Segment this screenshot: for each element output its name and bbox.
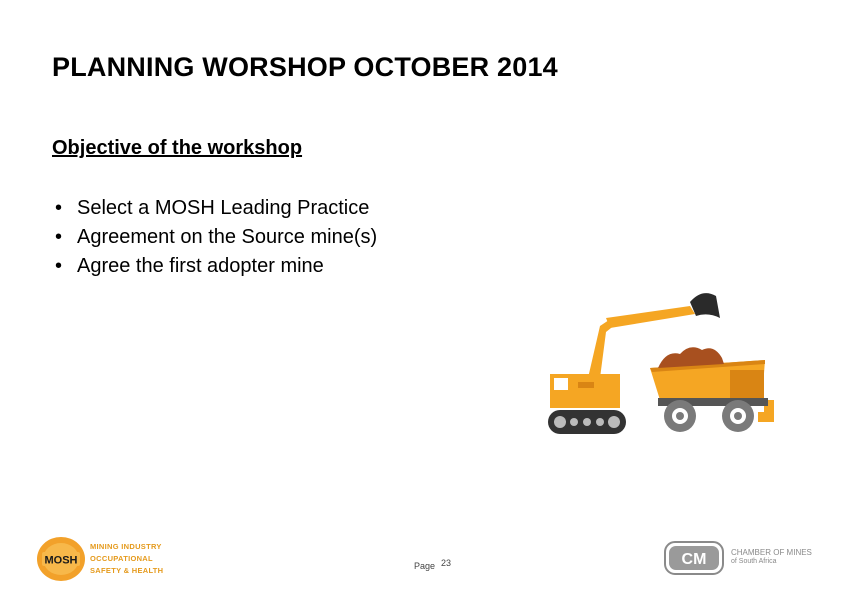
slide-title: PLANNING WORSHOP OCTOBER 2014 bbox=[52, 52, 558, 82]
slide-subtitle: Objective of the workshop bbox=[52, 137, 303, 159]
bullet-dot: • bbox=[55, 197, 63, 219]
mosh-logo bbox=[36, 536, 86, 582]
bullet-text: Agree the first adopter mine bbox=[77, 255, 324, 277]
mosh-wordmark bbox=[90, 541, 163, 577]
page-label: Page bbox=[414, 561, 436, 571]
page-indicator bbox=[414, 558, 452, 571]
bullet-list bbox=[52, 194, 377, 281]
bullet-item bbox=[52, 252, 377, 281]
excavator-arm bbox=[606, 306, 695, 328]
chamber-name: CHAMBER OF MINES bbox=[731, 548, 812, 557]
excavator-bucket bbox=[690, 293, 720, 318]
chamber-country: of South Africa bbox=[731, 558, 777, 565]
mosh-line: MINING INDUSTRY bbox=[90, 542, 162, 551]
chamber-wordmark bbox=[731, 548, 812, 566]
bullet-item bbox=[52, 194, 377, 223]
chamber-of-mines-logo bbox=[664, 541, 724, 575]
bullet-text: Select a MOSH Leading Practice bbox=[77, 197, 370, 219]
bullet-text: Agreement on the Source mine(s) bbox=[77, 226, 378, 248]
truck-cab bbox=[730, 370, 764, 400]
bullet-dot: • bbox=[55, 255, 63, 277]
page-number: 23 bbox=[441, 558, 452, 568]
mosh-line: SAFETY & HEALTH bbox=[90, 566, 164, 575]
bullet-item bbox=[52, 223, 377, 252]
mosh-line: OCCUPATIONAL bbox=[90, 554, 153, 563]
svg-text:MOSH: MOSH bbox=[44, 554, 78, 567]
svg-text:CM: CM bbox=[681, 551, 707, 568]
bullet-dot: • bbox=[55, 226, 63, 248]
excavator-truck-illustration bbox=[540, 288, 775, 440]
